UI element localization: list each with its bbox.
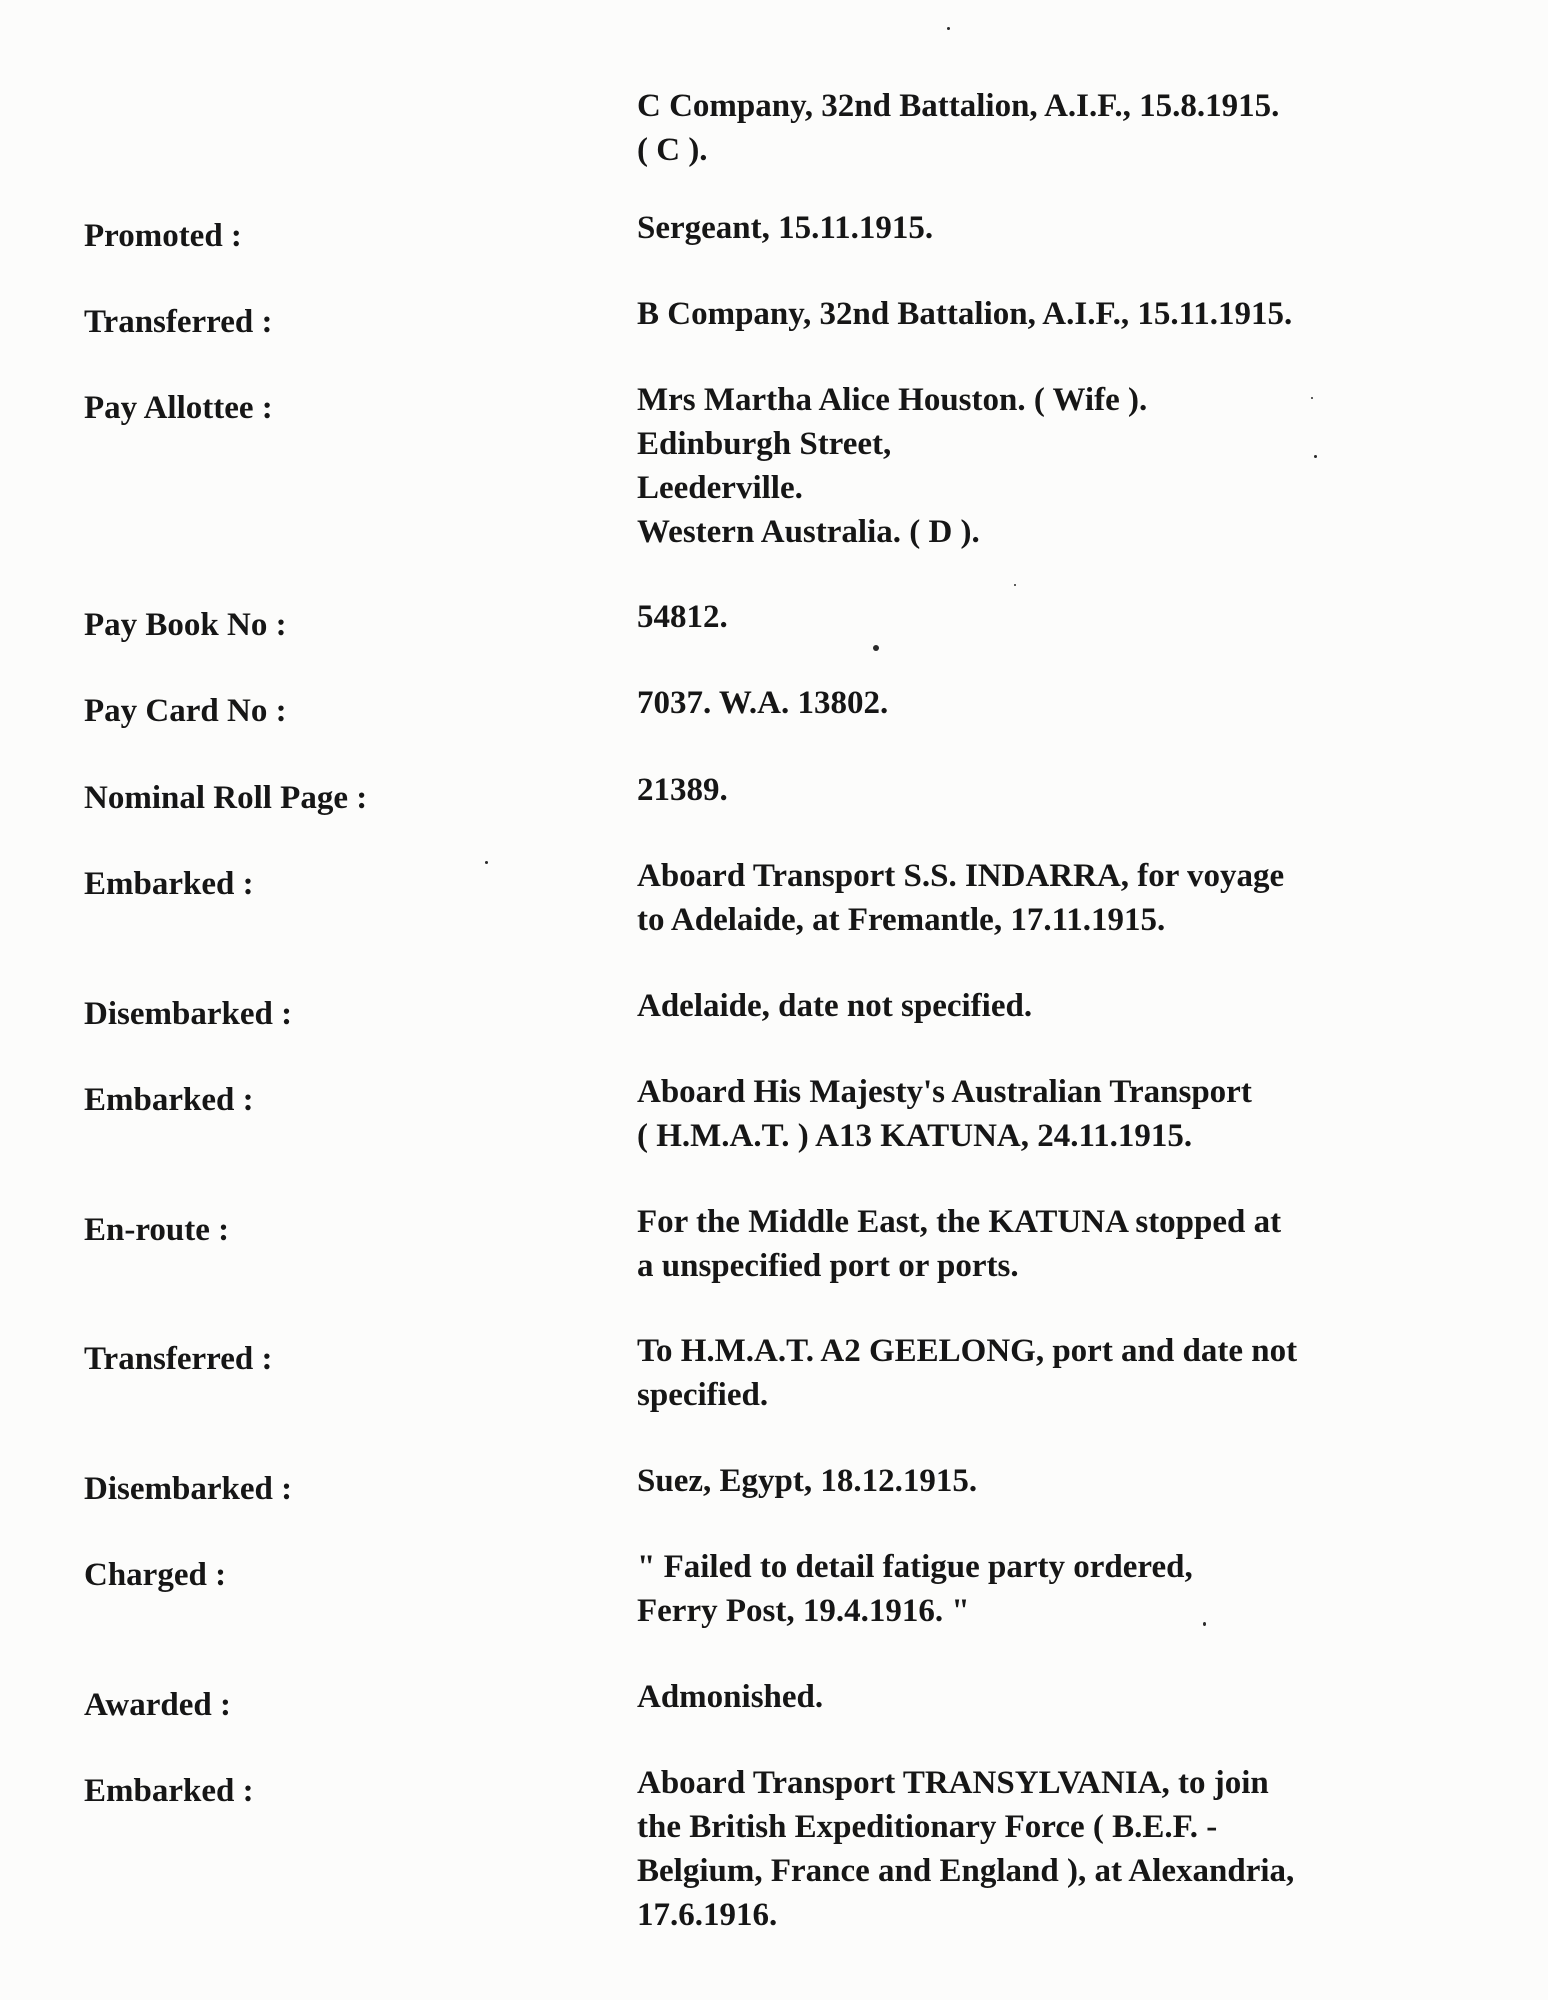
entry-label: Pay Allottee : <box>84 390 273 426</box>
entry-value-line: 54812. <box>637 599 728 635</box>
entry-value <box>637 1329 1457 1417</box>
entry-value <box>637 378 1457 554</box>
entry-label: Charged : <box>84 1557 227 1593</box>
entry-value-line: Western Australia. ( D ). <box>637 514 980 550</box>
entry-value-line: Belgium, France and England ), at Alexandria, <box>637 1853 1295 1889</box>
entry-value <box>637 292 1457 336</box>
entry-value-line: Leederville. <box>637 470 803 506</box>
entry-value <box>637 1070 1457 1158</box>
entry-label: Embarked : <box>84 1082 254 1118</box>
entry-label: Pay Book No : <box>84 607 287 643</box>
scan-speck <box>1311 397 1313 399</box>
entry-label: Transferred : <box>84 1341 273 1377</box>
entry-value-line: To H.M.A.T. A2 GEELONG, port and date not <box>637 1333 1298 1369</box>
entry-value-line: Ferry Post, 19.4.1916. " <box>637 1593 970 1629</box>
entry-value <box>637 854 1457 942</box>
entry-value-line: Suez, Egypt, 18.12.1915. <box>637 1463 978 1499</box>
entry-value-line: " Failed to detail fatigue party ordered, <box>637 1549 1193 1585</box>
entry-value <box>637 1675 1457 1719</box>
entry-value-line: specified. <box>637 1377 769 1413</box>
scan-speck <box>485 861 488 864</box>
entry-value-line: B Company, 32nd Battalion, A.I.F., 15.11.1915. <box>637 296 1293 332</box>
scan-speck <box>873 645 879 651</box>
entry-value-line: Aboard Transport TRANSYLVANIA, to join <box>637 1765 1269 1801</box>
entry-value-line: the British Expeditionary Force ( B.E.F. - <box>637 1809 1218 1845</box>
entry-label: Disembarked : <box>84 996 293 1032</box>
entry-value-line: 7037. W.A. 13802. <box>637 685 889 721</box>
entry-value-line: Sergeant, 15.11.1915. <box>637 210 934 246</box>
entry-value-line: Edinburgh Street, <box>637 426 892 462</box>
scan-speck <box>1203 1622 1206 1626</box>
entry-label: Transferred : <box>84 304 273 340</box>
scan-speck <box>1314 455 1317 458</box>
entry-value <box>637 595 1457 639</box>
entry-value <box>637 206 1457 250</box>
entry-value-line: Mrs Martha Alice Houston. ( Wife ). <box>637 382 1148 418</box>
entry-value-line: ( H.M.A.T. ) A13 KATUNA, 24.11.1915. <box>637 1118 1193 1154</box>
scan-speck <box>1014 584 1016 586</box>
entry-value-line: to Adelaide, at Fremantle, 17.11.1915. <box>637 902 1166 938</box>
entry-value <box>637 1545 1457 1633</box>
entry-value-line: Adelaide, date not specified. <box>637 988 1033 1024</box>
entry-value <box>637 1200 1457 1288</box>
entry-value-line: 17.6.1916. <box>637 1897 778 1933</box>
entry-label: Embarked : <box>84 866 254 902</box>
entry-label: Nominal Roll Page : <box>84 780 368 816</box>
entry-value <box>637 681 1457 725</box>
entry-value <box>637 84 1457 172</box>
entry-value-line: 21389. <box>637 772 728 808</box>
entry-value-line: Aboard His Majesty's Australian Transport <box>637 1074 1252 1110</box>
entry-value <box>637 1459 1457 1503</box>
entry-value <box>637 984 1457 1028</box>
entry-label: Promoted : <box>84 218 242 254</box>
entry-value-line: ( C ). <box>637 132 708 168</box>
entry-value <box>637 1761 1457 1937</box>
scan-speck <box>947 27 950 30</box>
entry-label: Embarked : <box>84 1773 254 1809</box>
entry-value-line: a unspecified port or ports. <box>637 1248 1019 1284</box>
entry-value-line: Aboard Transport S.S. INDARRA, for voyage <box>637 858 1285 894</box>
entry-label: En-route : <box>84 1212 230 1248</box>
entry-value-line: Admonished. <box>637 1679 824 1715</box>
entry-label: Awarded : <box>84 1687 231 1723</box>
entry-label: Disembarked : <box>84 1471 293 1507</box>
entry-value-line: For the Middle East, the KATUNA stopped at <box>637 1204 1282 1240</box>
entry-value <box>637 768 1457 812</box>
entry-label: Pay Card No : <box>84 693 287 729</box>
entry-value-line: C Company, 32nd Battalion, A.I.F., 15.8.1915. <box>637 88 1280 124</box>
